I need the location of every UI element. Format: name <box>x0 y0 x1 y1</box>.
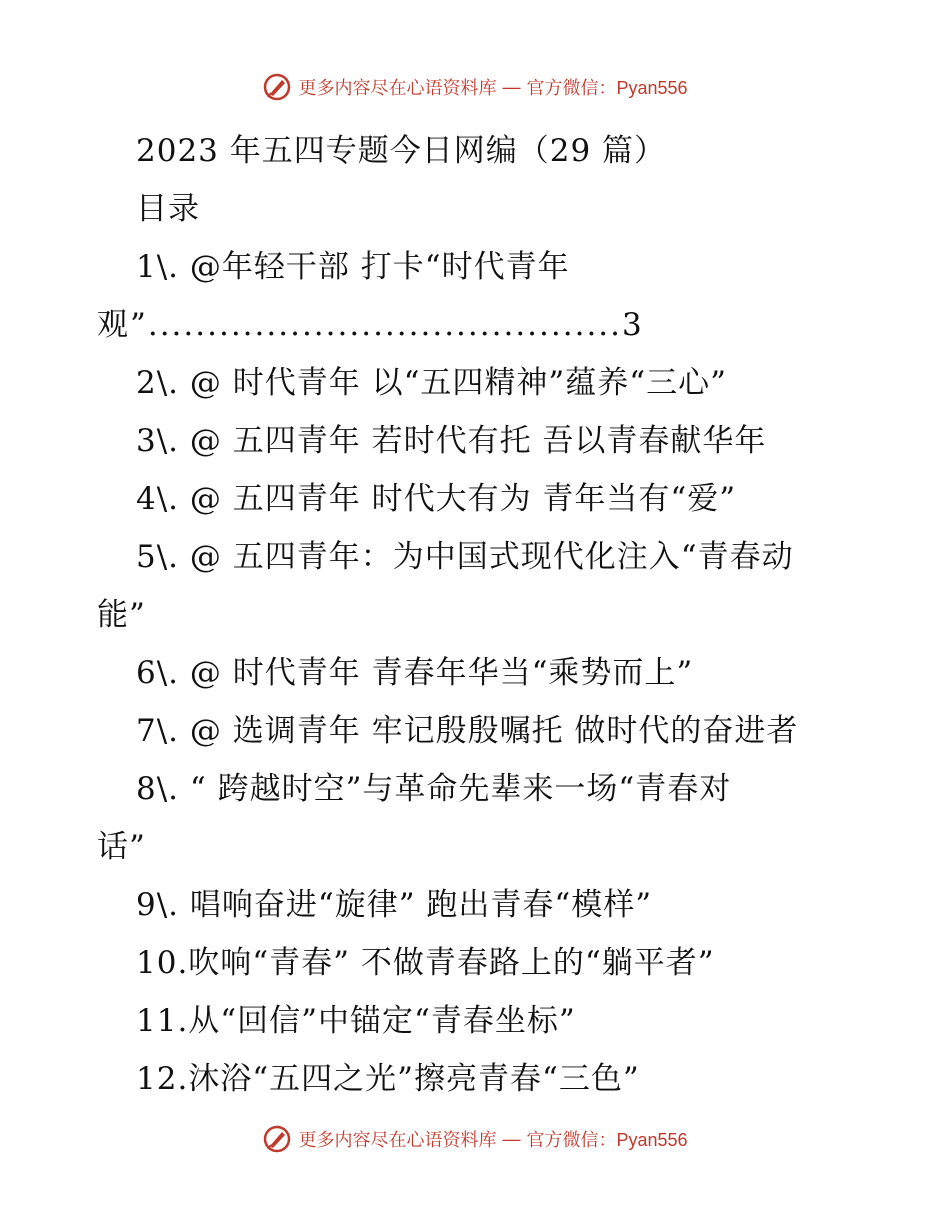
toc-entry-4[interactable]: 4\. @ 五四青年 时代大有为 青年当有“爱” <box>136 481 737 517</box>
toc-entry-8-continuation[interactable]: 话” <box>97 829 146 865</box>
toc-entry-1[interactable]: 1\. @年轻干部 打卡“时代青年 <box>136 249 570 285</box>
watermark-wechat-text: 官方微信：Pyan556 <box>526 1130 688 1150</box>
watermark-dash: — <box>502 1128 521 1149</box>
watermark-site-text: 更多内容尽在心语资料库 <box>298 1130 497 1150</box>
toc-entry-11[interactable]: 11.从“回信”中锚定“青春坐标” <box>136 1003 576 1039</box>
header-watermark <box>0 72 950 102</box>
toc-entry-10[interactable]: 10.吹响“青春” 不做青春路上的“躺平者” <box>136 945 715 981</box>
toc-entry-5[interactable]: 5\. @ 五四青年：为中国式现代化注入“青春动 <box>136 539 794 575</box>
watermark-site-text: 更多内容尽在心语资料库 <box>298 78 497 98</box>
toc-entry-8[interactable]: 8\. “ 跨越时空”与革命先辈来一场“青春对 <box>136 771 732 807</box>
toc-entry-1-continuation[interactable]: 观”........................................3 <box>97 307 644 343</box>
toc-entry-12[interactable]: 12.沐浴“五四之光”擦亮青春“三色” <box>136 1061 640 1097</box>
toc-entry-3[interactable]: 3\. @ 五四青年 若时代有托 吾以青春献华年 <box>136 423 767 459</box>
toc-entry-6[interactable]: 6\. @ 时代青年 青春年华当“乘势而上” <box>136 655 694 691</box>
toc-entry-2[interactable]: 2\. @ 时代青年 以“五四精神”蕴养“三心” <box>136 365 727 401</box>
toc-entry-5-continuation[interactable]: 能” <box>97 597 146 633</box>
quill-logo-icon <box>262 72 292 102</box>
toc-entry-9[interactable]: 9\. 唱响奋进“旋律” 跑出青春“模样” <box>136 887 653 923</box>
quill-logo-icon <box>262 1124 292 1154</box>
watermark-dash: — <box>502 76 521 97</box>
toc-entry-7[interactable]: 7\. @ 选调青年 牢记殷殷嘱托 做时代的奋进者 <box>136 713 799 749</box>
footer-watermark <box>0 1124 950 1154</box>
document-body <box>0 122 950 1108</box>
toc-heading: 目录 <box>136 191 200 227</box>
watermark-wechat-text: 官方微信：Pyan556 <box>526 78 688 98</box>
document-title: 2023 年五四专题今日网编（29 篇） <box>136 133 667 169</box>
